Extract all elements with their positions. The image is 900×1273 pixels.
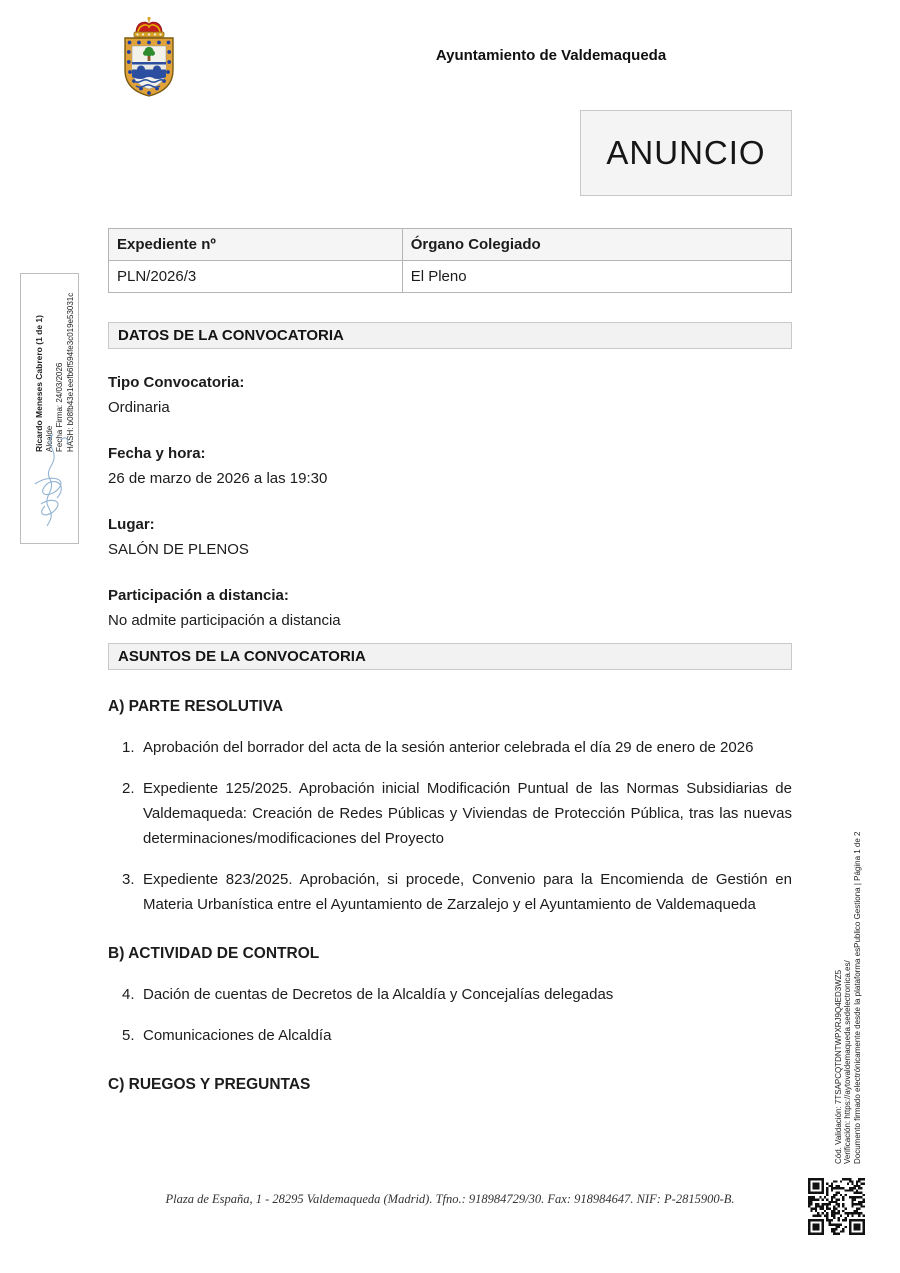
agenda-item-1 <box>108 735 792 760</box>
signature-stamp-block <box>20 273 79 544</box>
field-label: Participación a distancia: <box>108 587 289 604</box>
expediente-header-cell: Expediente nº <box>109 229 403 261</box>
agenda-part-b-heading: B) ACTIVIDAD DE CONTROL <box>108 945 320 962</box>
field-lugar <box>108 512 792 562</box>
organo-value-cell: El Pleno <box>402 261 791 293</box>
agenda-item-3 <box>108 867 792 917</box>
agenda-item-5 <box>108 1023 792 1048</box>
signer-role: Alcalde <box>44 425 54 452</box>
table-header-row <box>109 229 792 261</box>
field-label: Tipo Convocatoria: <box>108 374 245 391</box>
signature-hash: HASH: b08fb43e1eefb6f594fe3c019e53031c <box>65 292 75 452</box>
field-participacion <box>108 583 792 633</box>
field-value: SALÓN DE PLENOS <box>108 541 249 558</box>
item-text: Expediente 823/2025. Aprobación, si procede, Convenio para la Encomienda de Gestión en Materia Urbanística entre el Ayuntamiento de Zarzalejo y el Ayuntamiento de Valdemaqueda <box>143 871 792 913</box>
section-header-datos: DATOS DE LA CONVOCATORIA <box>108 322 792 349</box>
table-row <box>109 261 792 293</box>
agenda-part-c-heading: C) RUEGOS Y PREGUNTAS <box>108 1076 311 1093</box>
item-number: 1. <box>122 739 135 756</box>
field-value: 26 de marzo de 2026 a las 19:30 <box>108 470 328 487</box>
field-value: Ordinaria <box>108 399 170 416</box>
field-value: No admite participación a distancia <box>108 612 341 629</box>
item-text: Aprobación del borrador del acta de la sesión anterior celebrada el día 29 de enero de 2026 <box>143 739 754 756</box>
field-label: Lugar: <box>108 516 155 533</box>
item-number: 4. <box>122 986 135 1003</box>
item-number: 3. <box>122 871 135 888</box>
field-label: Fecha y hora: <box>108 445 206 462</box>
qr-code <box>808 1178 865 1235</box>
field-fecha-hora <box>108 441 792 491</box>
verification-url: Verificación: https://aytovaldemaqueda.sedelectronica.es/ <box>843 960 853 1164</box>
signer-name: Ricardo Meneses Cabrero (1 de 1) <box>34 315 44 452</box>
validation-sidebar-text <box>834 786 862 1164</box>
signature-date: Fecha Firma: 24/03/2026 <box>55 362 64 452</box>
item-text: Comunicaciones de Alcaldía <box>143 1027 332 1044</box>
handwritten-signature-icon <box>23 426 75 538</box>
expediente-table <box>108 228 792 293</box>
item-text: Dación de cuentas de Decretos de la Alcaldía y Concejalías delegadas <box>143 986 614 1003</box>
agenda-item-2 <box>108 776 792 851</box>
agenda-part-a-heading: A) PARTE RESOLUTIVA <box>108 698 284 715</box>
item-number: 2. <box>122 780 135 797</box>
item-number: 5. <box>122 1027 135 1044</box>
anuncio-title-box <box>580 110 792 196</box>
platform-note: Documento firmado electrónicamente desde la plataforma esPublico Gestiona | Página 1 de 2 <box>852 831 862 1164</box>
validation-code: Cód. Validación: 7TSAPCQTDNTWPXRJ9Q4ED3WZ5 <box>834 969 843 1164</box>
validation-sidebar <box>834 786 862 1164</box>
expediente-value-cell: PLN/2026/3 <box>109 261 403 293</box>
item-text: Expediente 125/2025. Aprobación inicial Modificación Puntual de las Normas Subsidiarias de Valdemaqueda: Creación de Redes Públicas y Viviendas de Protección Pública, tras las nuevas determinaciones/modificaciones del Proyecto <box>143 780 792 847</box>
municipality-name: Ayuntamiento de Valdemaqueda <box>435 47 667 64</box>
field-tipo-convocatoria <box>108 370 792 420</box>
section-header-asuntos: ASUNTOS DE LA CONVOCATORIA <box>108 643 792 670</box>
document-body <box>108 0 792 1097</box>
footer-address: Plaza de España, 1 - 28295 Valdemaqueda (Madrid). Tfno.: 918984729/30. Fax: 918984647. NIF: P-2815900-B. <box>165 1192 735 1206</box>
page-title: ANUNCIO <box>606 134 766 171</box>
agenda-item-4 <box>108 982 792 1007</box>
organo-header-cell: Órgano Colegiado <box>402 229 791 261</box>
